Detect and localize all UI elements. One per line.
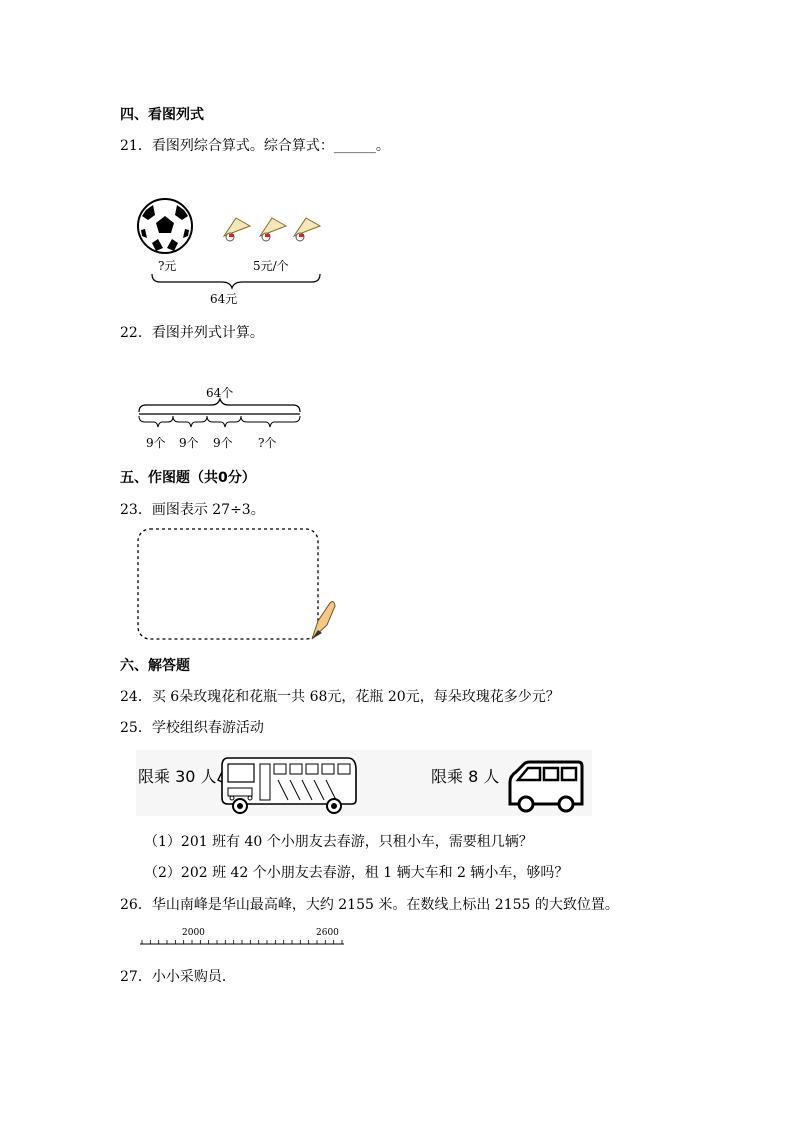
segment-brace-3 [207,416,241,427]
total-brace [152,274,320,288]
van-limit-label: 限乘 8 人 [431,767,500,786]
pen-icon [312,602,335,639]
figure-21 [136,196,326,308]
drawing-box [136,527,338,643]
total-label: 64个 [206,386,234,400]
section-heading-4: 四、看图列式 [120,107,204,123]
part-label-4: ?个 [258,436,277,450]
ball-price-label: ?元 [158,259,177,273]
question-22: 22．看图并列式计算。 [120,325,264,341]
number-line [140,926,346,950]
bus-limit-label: 限乘 30 人 [138,767,217,786]
question-21: 21．看图列综合算式。综合算式：______。 [120,138,390,154]
segment-brace-2 [173,416,207,427]
total-price-label: 64元 [210,292,238,306]
question-24: 24．买 6朵玫瑰花和花瓶一共 68元，花瓶 20元，每朵玫瑰花多少元？ [120,689,560,705]
soccer-ball-icon [138,199,192,253]
question-26: 26．华山南峰是华山最高峰，大约 2155 米。在数线上标出 2155 的大致位置。 [120,897,619,913]
question-23: 23．画图表示 27÷3。 [120,502,265,518]
section-heading-5: 五、作图题（共0分） [120,470,256,486]
figure-25 [136,750,592,816]
segment-brace-1 [139,416,173,427]
segment-brace-4 [241,416,300,427]
part-label-3: 9个 [213,436,233,450]
part-label-1: 9个 [146,436,166,450]
shuttlecock-icon [260,218,286,241]
figure-22 [136,384,306,454]
question-25-part-2: （2）202 班 42 个小朋友去春游，租 1 辆大车和 2 辆小车，够吗？ [144,865,569,881]
shuttlecock-icon [294,218,320,241]
part-label-2: 9个 [179,436,199,450]
van-icon [506,758,586,814]
shuttlecock-icon [224,218,250,241]
section-heading-6: 六、解答题 [120,658,190,674]
shuttle-price-label: 5元/个 [253,259,289,273]
question-27: 27．小小采购员． [120,969,236,985]
bus-icon [216,750,366,816]
tick-label-2600: 2600 [316,928,339,938]
tick-label-2000: 2000 [182,928,205,938]
question-25-part-1: （1）201 班有 40 个小朋友去春游，只租小车，需要租几辆？ [144,834,533,850]
question-25: 25．学校组织春游活动 [120,720,264,736]
